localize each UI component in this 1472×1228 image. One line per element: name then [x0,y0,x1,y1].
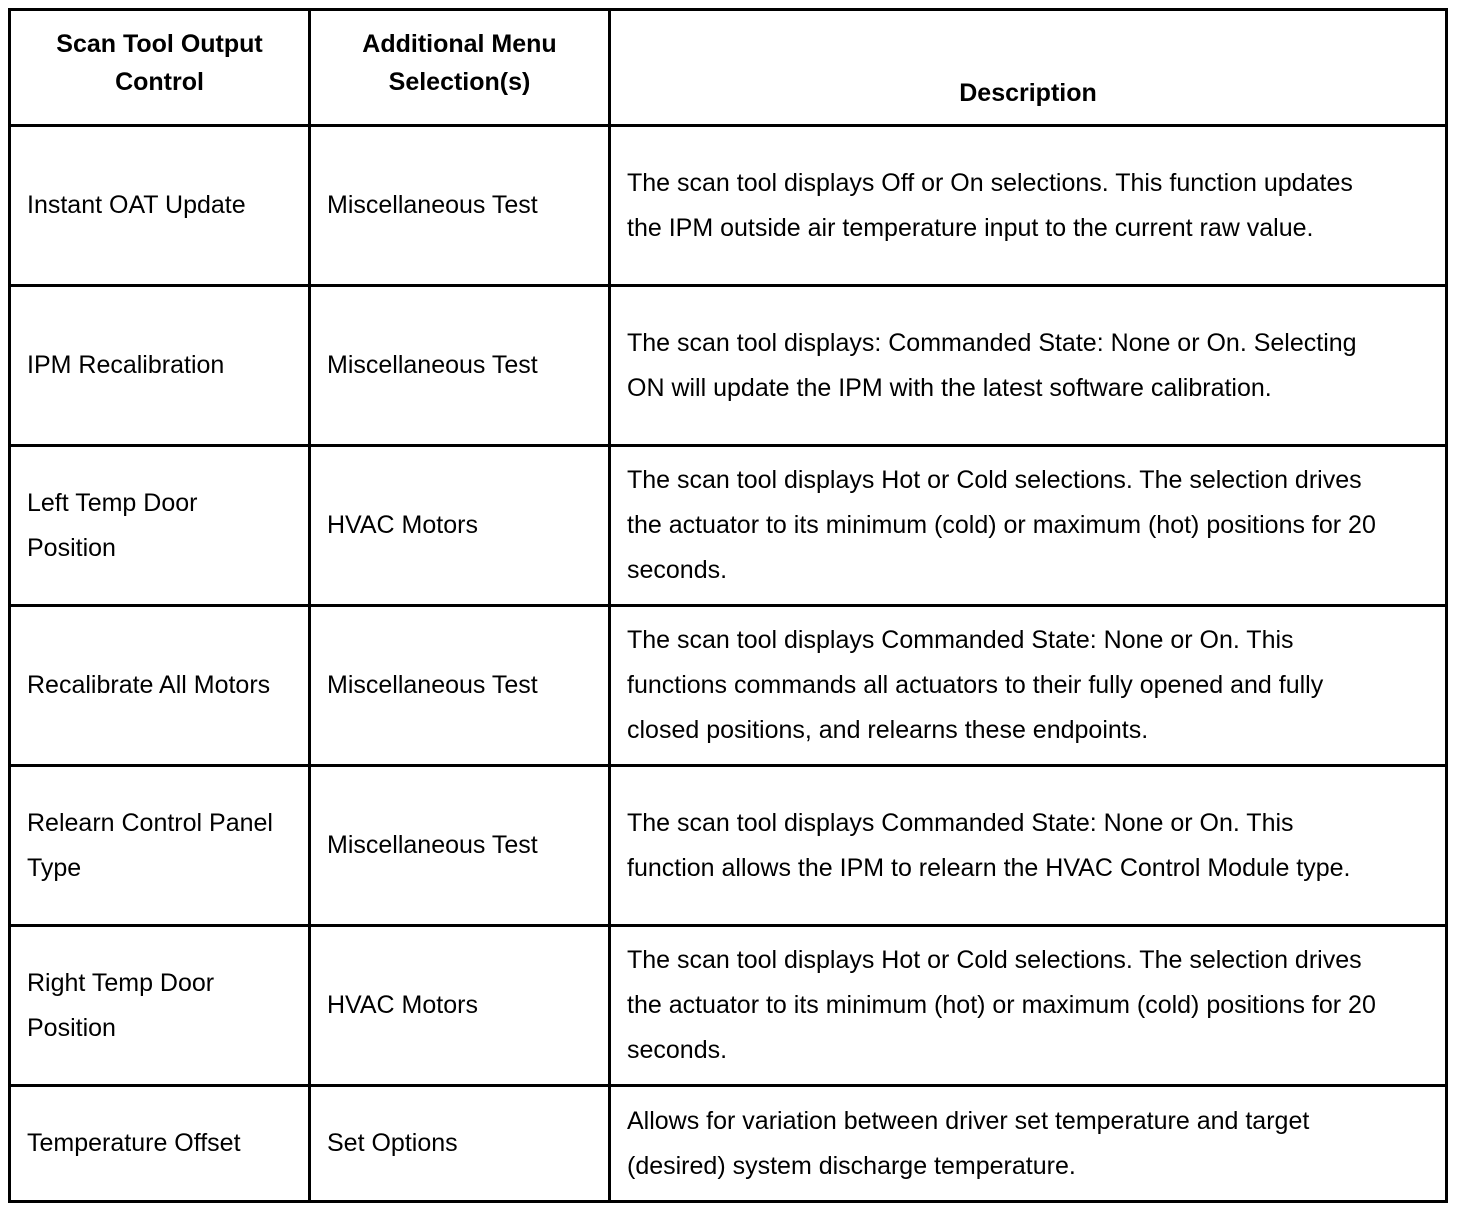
control-cell: IPM Recalibration [10,286,310,446]
table-row [10,286,1447,446]
description-cell: The scan tool displays Off or On selections. This function updates the IPM outside air temperature input to the current raw value. [610,126,1447,286]
control-cell: Right Temp Door Position [10,926,310,1086]
control-cell: Temperature Offset [10,1086,310,1202]
header-additional-menu-selections: Additional Menu Selection(s) [310,10,610,126]
menu-cell: Miscellaneous Test [310,286,610,446]
description-cell: The scan tool displays Hot or Cold selections. The selection drives the actuator to its minimum (hot) or maximum (cold) positions for 20 seconds. [610,926,1447,1086]
menu-cell: Set Options [310,1086,610,1202]
menu-cell: Miscellaneous Test [310,126,610,286]
control-cell: Instant OAT Update [10,126,310,286]
table-row [10,1086,1447,1202]
output-control-table [8,8,1448,1203]
description-cell: Allows for variation between driver set temperature and target (desired) system discharge temperature. [610,1086,1447,1202]
description-cell: The scan tool displays Hot or Cold selections. The selection drives the actuator to its minimum (cold) or maximum (hot) positions for 20 seconds. [610,446,1447,606]
control-cell: Relearn Control Panel Type [10,766,310,926]
description-cell: The scan tool displays: Commanded State: None or On. Selecting ON will update the IPM with the latest software calibration. [610,286,1447,446]
table-row [10,606,1447,766]
table-row [10,926,1447,1086]
description-cell: The scan tool displays Commanded State: None or On. This function allows the IPM to relearn the HVAC Control Module type. [610,766,1447,926]
description-cell: The scan tool displays Commanded State: None or On. This functions commands all actuators to their fully opened and fully closed positions, and relearns these endpoints. [610,606,1447,766]
table-row [10,766,1447,926]
header-scan-tool-output-control: Scan Tool Output Control [10,10,310,126]
menu-cell: Miscellaneous Test [310,766,610,926]
header-description: Description [610,10,1447,126]
control-cell: Left Temp Door Position [10,446,310,606]
menu-cell: HVAC Motors [310,446,610,606]
control-cell: Recalibrate All Motors [10,606,310,766]
output-control-table-container [8,8,1445,1203]
table-row [10,126,1447,286]
menu-cell: HVAC Motors [310,926,610,1086]
table-row [10,446,1447,606]
table-header-row [10,10,1447,126]
menu-cell: Miscellaneous Test [310,606,610,766]
